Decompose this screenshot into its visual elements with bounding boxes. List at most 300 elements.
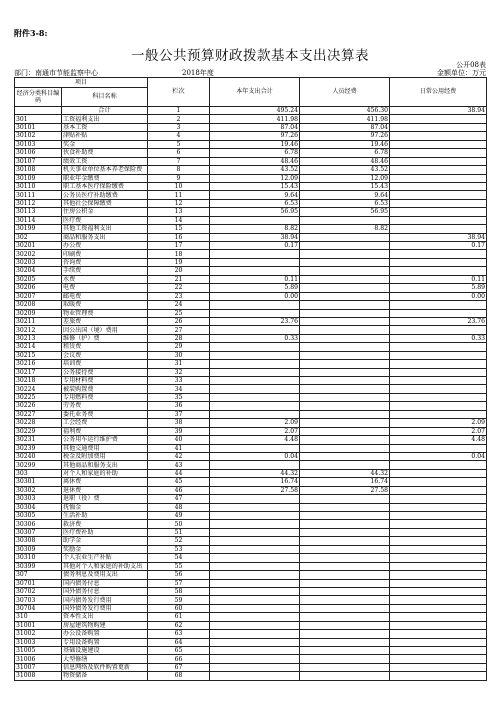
row-seq: 13 [148, 208, 210, 216]
table-row [15, 275, 487, 283]
table-row [15, 478, 487, 486]
table-row [15, 301, 487, 309]
row-code: 30302 [15, 486, 62, 494]
row-public [390, 469, 487, 477]
row-public [390, 157, 487, 165]
table-body [15, 107, 487, 681]
row-code: 303 [15, 469, 62, 477]
row-name: 绩效工资 [62, 157, 148, 165]
row-name: 印刷费 [62, 250, 148, 258]
row-code: 30704 [15, 604, 62, 612]
row-public [390, 655, 487, 663]
row-total [210, 587, 300, 595]
row-total: 87.04 [210, 123, 300, 131]
row-public: 0.33 [390, 334, 487, 342]
row-code: 30306 [15, 520, 62, 528]
row-total [210, 326, 300, 334]
table-row [15, 157, 487, 165]
row-personnel [300, 436, 390, 444]
row-code: 30207 [15, 292, 62, 300]
row-name: 劳务费 [62, 402, 148, 410]
row-code: 30702 [15, 587, 62, 595]
row-seq: 26 [148, 317, 210, 325]
table-row [15, 199, 487, 207]
header-project: 项目 [15, 78, 148, 88]
row-total [210, 537, 300, 545]
row-code: 30305 [15, 512, 62, 520]
row-personnel [300, 587, 390, 595]
row-code: 30304 [15, 503, 62, 511]
row-name: 基本工资 [62, 123, 148, 131]
row-total: 27.58 [210, 486, 300, 494]
row-code: 30209 [15, 309, 62, 317]
row-name: 退休费 [62, 486, 148, 494]
row-code: 30239 [15, 444, 62, 452]
row-name: 会议费 [62, 351, 148, 359]
row-total [210, 216, 300, 224]
row-personnel: 6.53 [300, 199, 390, 207]
row-code: 30199 [15, 225, 62, 233]
row-name: 伙食补助费 [62, 149, 148, 157]
row-seq: 29 [148, 343, 210, 351]
table-row [15, 174, 487, 182]
row-seq: 54 [148, 554, 210, 562]
row-code: 30301 [15, 478, 62, 486]
row-code: 30201 [15, 242, 62, 250]
row-code: 30229 [15, 427, 62, 435]
row-name: 救济费 [62, 520, 148, 528]
table-row [15, 427, 487, 435]
row-seq: 16 [148, 233, 210, 241]
row-public [390, 258, 487, 266]
row-public [390, 478, 487, 486]
row-public [390, 326, 487, 334]
row-code: 30109 [15, 174, 62, 182]
row-personnel [300, 309, 390, 317]
row-seq: 32 [148, 368, 210, 376]
header-seq: 栏次 [148, 78, 210, 107]
table-row [15, 140, 487, 148]
row-name: 工资福利支出 [62, 115, 148, 123]
row-public [390, 537, 487, 545]
row-name: 委托业务费 [62, 410, 148, 418]
row-total [210, 638, 300, 646]
table-row [15, 528, 487, 536]
row-personnel [300, 292, 390, 300]
row-seq: 61 [148, 613, 210, 621]
row-personnel: 16.74 [300, 478, 390, 486]
row-personnel [300, 368, 390, 376]
row-seq: 11 [148, 191, 210, 199]
row-public [390, 663, 487, 671]
row-name: 大型修缮 [62, 655, 148, 663]
row-total [210, 267, 300, 275]
row-name: 工会经费 [62, 419, 148, 427]
row-total [210, 663, 300, 671]
page-title: 一般公共预算财政拨款基本支出决算表 [131, 48, 369, 64]
row-personnel [300, 596, 390, 604]
row-code: 30231 [15, 436, 62, 444]
table-row [15, 326, 487, 334]
row-name: 取暖费 [62, 301, 148, 309]
row-seq: 43 [148, 461, 210, 469]
row-personnel: 12.09 [300, 174, 390, 182]
table-row [15, 242, 487, 250]
row-total [210, 528, 300, 536]
row-code: 30299 [15, 461, 62, 469]
row-code: 30218 [15, 377, 62, 385]
row-seq: 17 [148, 242, 210, 250]
row-seq: 67 [148, 663, 210, 671]
table-row [15, 613, 487, 621]
row-name: 抚恤金 [62, 503, 148, 511]
table-row [15, 486, 487, 494]
row-name: 职业年金缴费 [62, 174, 148, 182]
row-seq: 41 [148, 444, 210, 452]
row-personnel [300, 461, 390, 469]
row-seq: 37 [148, 410, 210, 418]
row-personnel [300, 402, 390, 410]
row-name: 离休费 [62, 478, 148, 486]
row-name: 公务用车运行维护费 [62, 436, 148, 444]
row-code: 30208 [15, 301, 62, 309]
row-public [390, 132, 487, 140]
table-row [15, 402, 487, 410]
row-seq: 18 [148, 250, 210, 258]
table-row [15, 284, 487, 292]
row-total [210, 385, 300, 393]
row-public [390, 351, 487, 359]
row-seq: 2 [148, 115, 210, 123]
department-label: 部门：南通市节能监察中心 [14, 69, 98, 77]
row-personnel [300, 672, 390, 680]
row-seq: 6 [148, 149, 210, 157]
row-code: 30227 [15, 410, 62, 418]
row-personnel [300, 385, 390, 393]
row-personnel [300, 258, 390, 266]
row-public [390, 410, 487, 418]
row-public [390, 368, 487, 376]
row-personnel [300, 562, 390, 570]
row-public [390, 562, 487, 570]
row-public: 0.11 [390, 275, 487, 283]
row-seq: 14 [148, 216, 210, 224]
row-public [390, 571, 487, 579]
row-name: 租赁费 [62, 343, 148, 351]
row-personnel [300, 545, 390, 553]
row-code: 31002 [15, 630, 62, 638]
row-code: 30309 [15, 545, 62, 553]
row-name: 办公费 [62, 242, 148, 250]
row-code: 30303 [15, 495, 62, 503]
row-personnel [300, 554, 390, 562]
row-public [390, 647, 487, 655]
row-public [390, 191, 487, 199]
row-public [390, 587, 487, 595]
table-row [15, 292, 487, 300]
row-seq: 65 [148, 647, 210, 655]
header-econ-code: 经济分类科目编码 [15, 88, 62, 107]
row-personnel [300, 630, 390, 638]
table-row [15, 233, 487, 241]
row-total: 23.76 [210, 317, 300, 325]
row-public [390, 123, 487, 131]
row-name: 其他工资福利支出 [62, 225, 148, 233]
row-public [390, 638, 487, 646]
row-personnel [300, 427, 390, 435]
row-public [390, 444, 487, 452]
table-row [15, 452, 487, 460]
table-row [15, 579, 487, 587]
row-total: 0.11 [210, 275, 300, 283]
row-personnel [300, 334, 390, 342]
row-code: 301 [15, 115, 62, 123]
row-code [15, 107, 62, 115]
row-total [210, 343, 300, 351]
row-code: 30310 [15, 554, 62, 562]
row-total [210, 503, 300, 511]
row-seq: 8 [148, 166, 210, 174]
row-code: 30103 [15, 140, 62, 148]
row-personnel [300, 495, 390, 503]
row-total: 4.48 [210, 436, 300, 444]
row-public: 5.89 [390, 284, 487, 292]
row-name: 手续费 [62, 267, 148, 275]
row-public [390, 630, 487, 638]
row-code: 30399 [15, 562, 62, 570]
row-name: 商品和服务支出 [62, 233, 148, 241]
table-row [15, 225, 487, 233]
row-seq: 10 [148, 182, 210, 190]
row-code: 30107 [15, 157, 62, 165]
table-row [15, 495, 487, 503]
row-personnel: 97.26 [300, 132, 390, 140]
row-public [390, 149, 487, 157]
row-personnel [300, 351, 390, 359]
row-personnel [300, 647, 390, 655]
row-seq: 60 [148, 604, 210, 612]
row-public [390, 461, 487, 469]
table-row [15, 166, 487, 174]
row-total: 56.95 [210, 208, 300, 216]
table-row [15, 596, 487, 604]
row-public [390, 486, 487, 494]
row-code: 30240 [15, 452, 62, 460]
row-personnel [300, 275, 390, 283]
row-personnel: 8.82 [300, 225, 390, 233]
row-code: 31001 [15, 621, 62, 629]
row-personnel: 6.78 [300, 149, 390, 157]
row-public: 38.94 [390, 107, 487, 115]
row-seq: 27 [148, 326, 210, 334]
row-personnel [300, 267, 390, 275]
row-public: 4.48 [390, 436, 487, 444]
row-total: 48.46 [210, 157, 300, 165]
row-total: 16.74 [210, 478, 300, 486]
row-public [390, 579, 487, 587]
row-personnel [300, 638, 390, 646]
row-public [390, 528, 487, 536]
header-row-project [15, 78, 487, 88]
row-name: 其他交通费用 [62, 444, 148, 452]
table-row [15, 503, 487, 511]
row-name: 住房公积金 [62, 208, 148, 216]
row-personnel [300, 410, 390, 418]
row-code: 30114 [15, 216, 62, 224]
row-public [390, 166, 487, 174]
row-personnel [300, 419, 390, 427]
row-public [390, 512, 487, 520]
table-row [15, 107, 487, 115]
row-total: 2.09 [210, 419, 300, 427]
row-code: 30203 [15, 258, 62, 266]
row-total [210, 360, 300, 368]
row-name: 合计 [62, 107, 148, 115]
row-name: 基础设施建设 [62, 647, 148, 655]
row-seq: 35 [148, 393, 210, 401]
table-row [15, 604, 487, 612]
row-personnel [300, 537, 390, 545]
row-name: 因公出国（境）费用 [62, 326, 148, 334]
row-seq: 40 [148, 436, 210, 444]
row-code: 30217 [15, 368, 62, 376]
row-seq: 56 [148, 571, 210, 579]
row-seq: 44 [148, 469, 210, 477]
row-code: 30202 [15, 250, 62, 258]
row-public [390, 225, 487, 233]
row-total [210, 596, 300, 604]
row-code: 30110 [15, 182, 62, 190]
row-total [210, 512, 300, 520]
row-code: 31008 [15, 672, 62, 680]
row-total [210, 402, 300, 410]
row-name: 福利费 [62, 427, 148, 435]
row-public [390, 545, 487, 553]
row-total [210, 309, 300, 317]
row-name: 职工基本医疗保险缴费 [62, 182, 148, 190]
row-personnel: 87.04 [300, 123, 390, 131]
row-name: 国外债务发行费用 [62, 604, 148, 612]
table-row [15, 571, 487, 579]
table-row [15, 258, 487, 266]
table-row [15, 655, 487, 663]
row-name: 机关事业单位基本养老保险费 [62, 166, 148, 174]
row-personnel [300, 528, 390, 536]
row-code: 30204 [15, 267, 62, 275]
row-name: 生活补助 [62, 512, 148, 520]
row-public [390, 672, 487, 680]
row-seq: 7 [148, 157, 210, 165]
row-total [210, 554, 300, 562]
row-public [390, 604, 487, 612]
amount-unit: 金额单位：万元 [437, 69, 486, 77]
row-seq: 25 [148, 309, 210, 317]
row-code: 30701 [15, 579, 62, 587]
row-code: 31005 [15, 647, 62, 655]
row-seq: 58 [148, 587, 210, 595]
row-total [210, 368, 300, 376]
table-row [15, 621, 487, 629]
row-seq: 45 [148, 478, 210, 486]
row-personnel: 27.58 [300, 486, 390, 494]
header-subject-name: 科目名称 [62, 88, 148, 107]
row-seq: 1 [148, 107, 210, 115]
row-public [390, 520, 487, 528]
row-name: 培训费 [62, 360, 148, 368]
row-seq: 46 [148, 486, 210, 494]
row-public [390, 343, 487, 351]
row-seq: 12 [148, 199, 210, 207]
row-seq: 28 [148, 334, 210, 342]
row-code: 30228 [15, 419, 62, 427]
row-personnel [300, 233, 390, 241]
row-seq: 4 [148, 132, 210, 140]
row-name: 专用材料费 [62, 377, 148, 385]
row-name: 公务接待费 [62, 368, 148, 376]
row-personnel: 19.46 [300, 140, 390, 148]
row-public: 0.17 [390, 242, 487, 250]
row-personnel [300, 393, 390, 401]
row-public [390, 309, 487, 317]
row-code: 30108 [15, 166, 62, 174]
row-name: 津贴补贴 [62, 132, 148, 140]
row-personnel [300, 216, 390, 224]
row-seq: 59 [148, 596, 210, 604]
row-name: 个人农业生产补贴 [62, 554, 148, 562]
row-total: 0.04 [210, 452, 300, 460]
row-total [210, 655, 300, 663]
row-total [210, 520, 300, 528]
row-name: 税金及附加费用 [62, 452, 148, 460]
row-total [210, 301, 300, 309]
row-total: 8.82 [210, 225, 300, 233]
row-seq: 22 [148, 284, 210, 292]
row-total: 495.24 [210, 107, 300, 115]
table-row [15, 554, 487, 562]
table-row [15, 267, 487, 275]
row-total: 6.53 [210, 199, 300, 207]
row-code: 30703 [15, 596, 62, 604]
row-public [390, 385, 487, 393]
row-code: 30213 [15, 334, 62, 342]
row-seq: 20 [148, 267, 210, 275]
row-public [390, 216, 487, 224]
row-name: 办公设备购置 [62, 630, 148, 638]
table-row [15, 444, 487, 452]
row-seq: 30 [148, 351, 210, 359]
row-name: 房屋建筑物购建 [62, 621, 148, 629]
row-seq: 36 [148, 402, 210, 410]
table-row [15, 216, 487, 224]
row-total [210, 258, 300, 266]
row-name: 物资储备 [62, 672, 148, 680]
row-personnel [300, 343, 390, 351]
table-row [15, 520, 487, 528]
row-total: 6.78 [210, 149, 300, 157]
row-total: 5.89 [210, 284, 300, 292]
row-name: 差旅费 [62, 317, 148, 325]
row-code: 30225 [15, 393, 62, 401]
row-personnel: 56.95 [300, 208, 390, 216]
table-row [15, 393, 487, 401]
row-seq: 47 [148, 495, 210, 503]
row-name: 其他社会保障缴费 [62, 199, 148, 207]
table-row [15, 368, 487, 376]
table-row [15, 647, 487, 655]
attachment-label: 附件3-8: [14, 28, 48, 38]
row-total [210, 672, 300, 680]
row-total: 411.98 [210, 115, 300, 123]
